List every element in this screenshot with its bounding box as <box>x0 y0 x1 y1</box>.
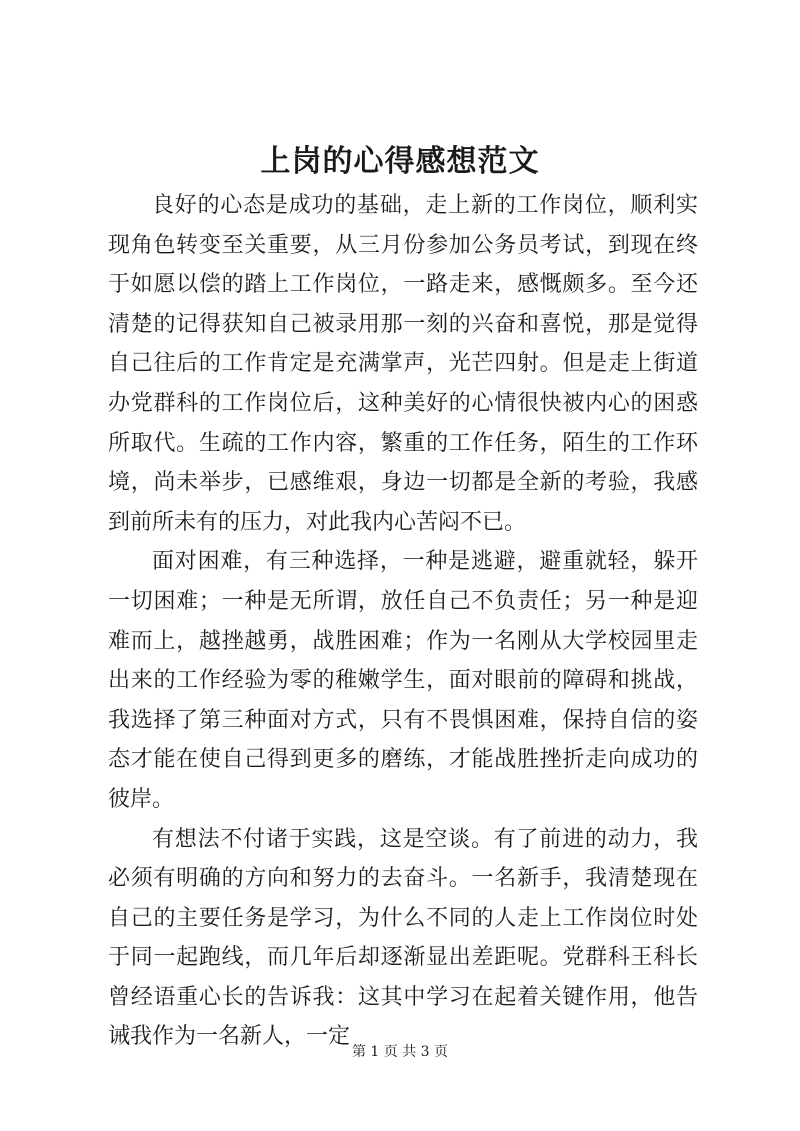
document-title: 上岗的心得感想范文 <box>260 144 540 179</box>
paragraph-1: 良好的心态是成功的基础，走上新的工作岗位，顺利实现角色转变至关重要，从三月份参加公务员考试，到现在终于如愿以偿的踏上工作岗位，一路走来，感慨颇多。至今还清楚的记得获知自己被录用那一刻的兴奋和喜悦，那是觉得自己往后的工作肯定是充满掌声，光芒四射。但是走上街道办党群科的工作岗位后，这种美好的心情很快被内心的困惑所取代。生疏的工作内容，繁重的工作任务，陌生的工作环境，尚未举步，已感维艰，身边一切都是全新的考验，我感到前所未有的压力，对此我内心苦闷不已。 <box>108 193 698 535</box>
page-footer: 第 1 页 共 3 页 <box>351 1044 449 1060</box>
paragraph-3: 有想法不付诸于实践，这是空谈。有了前进的动力，我必须有明确的方向和努力的去奋斗。一名新手，我清楚现在自己的主要任务是学习，为什么不同的人走上工作岗位时处于同一起跑线，而几年后却逐渐显出差距呢。党群科王科长曾经语重心长的告诉我：这其中学习在起着关键作用，他告诫我作为一名新人，一定 <box>108 826 698 1050</box>
document-body <box>108 186 698 1057</box>
paragraph-2: 面对困难，有三种选择，一种是逃避，避重就轻，躲开一切困难；一种是无所谓，放任自己不负责任；另一种是迎难而上，越挫越勇，战胜困难；作为一名刚从大学校园里走出来的工作经验为零的稚嫩学生，面对眼前的障碍和挑战，我选择了第三种面对方式，只有不畏惧困难，保持自信的姿态才能在使自己得到更多的磨练，才能战胜挫折走向成功的彼岸。 <box>108 549 698 812</box>
